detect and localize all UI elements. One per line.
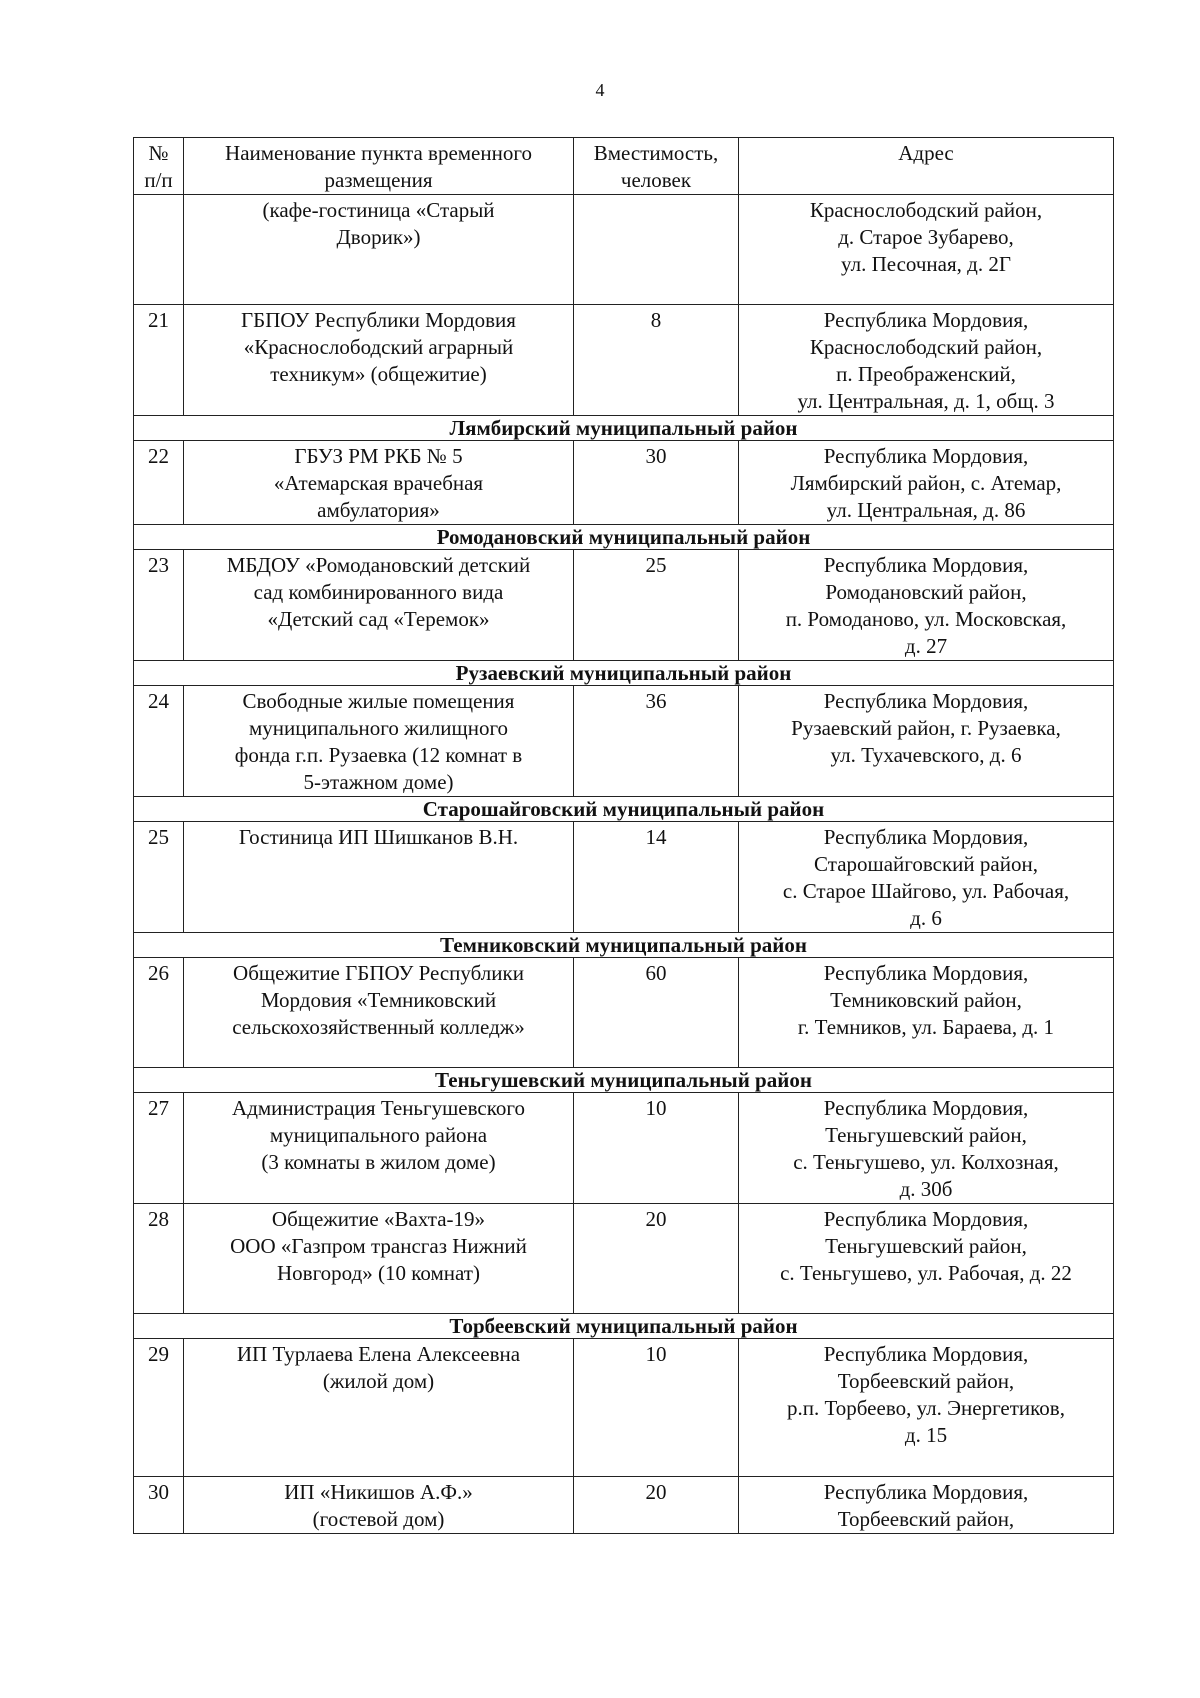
section-header-row bbox=[134, 416, 1114, 441]
row-number: 27 bbox=[134, 1093, 184, 1204]
facility-name: ИП «Никишов А.Ф.» (гостевой дом) bbox=[184, 1477, 574, 1534]
page-number: 4 bbox=[595, 80, 605, 100]
table-body bbox=[134, 195, 1114, 1534]
facility-name: Общежитие «Вахта-19» ООО «Газпром трансгаз Нижний Новгород» (10 комнат) bbox=[184, 1204, 574, 1314]
table-row bbox=[134, 305, 1114, 416]
section-header-row bbox=[134, 1068, 1114, 1093]
header-address: Адрес bbox=[739, 138, 1114, 195]
row-number: 24 bbox=[134, 686, 184, 797]
capacity-value bbox=[574, 195, 739, 305]
facility-name: Администрация Теньгушевского муниципального района (3 комнаты в жилом доме) bbox=[184, 1093, 574, 1204]
table-row bbox=[134, 195, 1114, 305]
capacity-value: 36 bbox=[574, 686, 739, 797]
row-number: 23 bbox=[134, 550, 184, 661]
section-header-row bbox=[134, 933, 1114, 958]
capacity-value: 25 bbox=[574, 550, 739, 661]
table-header-row bbox=[134, 138, 1114, 195]
address-text: Республика Мордовия, Теньгушевский район, с. Теньгушево, ул. Рабочая, д. 22 bbox=[739, 1204, 1114, 1314]
facility-name: (кафе-гостиница «Старый Дворик») bbox=[184, 195, 574, 305]
capacity-value: 14 bbox=[574, 822, 739, 933]
capacity-value: 10 bbox=[574, 1339, 739, 1477]
section-title: Теньгушевский муниципальный район bbox=[134, 1068, 1114, 1093]
row-number: 26 bbox=[134, 958, 184, 1068]
address-text: Республика Мордовия, Торбеевский район, bbox=[739, 1477, 1114, 1534]
address-text: Республика Мордовия, Старошайговский район, с. Старое Шайгово, ул. Рабочая, д. 6 bbox=[739, 822, 1114, 933]
table-row bbox=[134, 822, 1114, 933]
table-row bbox=[134, 550, 1114, 661]
capacity-value: 20 bbox=[574, 1204, 739, 1314]
capacity-value: 10 bbox=[574, 1093, 739, 1204]
section-header-row bbox=[134, 661, 1114, 686]
row-number: 30 bbox=[134, 1477, 184, 1534]
row-number: 28 bbox=[134, 1204, 184, 1314]
table-row bbox=[134, 1477, 1114, 1534]
section-title: Ромодановский муниципальный район bbox=[134, 525, 1114, 550]
section-title: Торбеевский муниципальный район bbox=[134, 1314, 1114, 1339]
table-row bbox=[134, 441, 1114, 525]
row-number: 29 bbox=[134, 1339, 184, 1477]
address-text: Республика Мордовия, Темниковский район, г. Темников, ул. Бараева, д. 1 bbox=[739, 958, 1114, 1068]
capacity-value: 60 bbox=[574, 958, 739, 1068]
row-number bbox=[134, 195, 184, 305]
capacity-value: 20 bbox=[574, 1477, 739, 1534]
facility-name: ГБПОУ Республики Мордовия «Краснослободский аграрный техникум» (общежитие) bbox=[184, 305, 574, 416]
section-header-row bbox=[134, 525, 1114, 550]
header-name: Наименование пункта временного размещения bbox=[184, 138, 574, 195]
table-row bbox=[134, 1204, 1114, 1314]
header-capacity: Вместимость, человек bbox=[574, 138, 739, 195]
row-number: 25 bbox=[134, 822, 184, 933]
address-text: Республика Мордовия, Лямбирский район, с. Атемар, ул. Центральная, д. 86 bbox=[739, 441, 1114, 525]
facility-name: ГБУЗ РМ РКБ № 5 «Атемарская врачебная амбулатория» bbox=[184, 441, 574, 525]
section-title: Рузаевский муниципальный район bbox=[134, 661, 1114, 686]
section-title: Старошайговский муниципальный район bbox=[134, 797, 1114, 822]
facility-name: Гостиница ИП Шишканов В.Н. bbox=[184, 822, 574, 933]
address-text: Республика Мордовия, Краснослободский район, п. Преображенский, ул. Центральная, д. 1, общ. 3 bbox=[739, 305, 1114, 416]
section-title: Темниковский муниципальный район bbox=[134, 933, 1114, 958]
header-num: № п/п bbox=[134, 138, 184, 195]
facility-name: ИП Турлаева Елена Алексеевна (жилой дом) bbox=[184, 1339, 574, 1477]
table-row bbox=[134, 958, 1114, 1068]
section-title: Лямбирский муниципальный район bbox=[134, 416, 1114, 441]
table-row bbox=[134, 686, 1114, 797]
row-number: 22 bbox=[134, 441, 184, 525]
shelters-table bbox=[133, 137, 1114, 1534]
address-text: Республика Мордовия, Теньгушевский район, с. Теньгушево, ул. Колхозная, д. 30б bbox=[739, 1093, 1114, 1204]
section-header-row bbox=[134, 1314, 1114, 1339]
address-text: Республика Мордовия, Торбеевский район, р.п. Торбеево, ул. Энергетиков, д. 15 bbox=[739, 1339, 1114, 1477]
capacity-value: 30 bbox=[574, 441, 739, 525]
capacity-value: 8 bbox=[574, 305, 739, 416]
table-row bbox=[134, 1339, 1114, 1477]
facility-name: Общежитие ГБПОУ Республики Мордовия «Темниковский сельскохозяйственный колледж» bbox=[184, 958, 574, 1068]
section-header-row bbox=[134, 797, 1114, 822]
facility-name: МБДОУ «Ромодановский детский сад комбинированного вида «Детский сад «Теремок» bbox=[184, 550, 574, 661]
address-text: Республика Мордовия, Рузаевский район, г. Рузаевка, ул. Тухачевского, д. 6 bbox=[739, 686, 1114, 797]
facility-name: Свободные жилые помещения муниципального жилищного фонда г.п. Рузаевка (12 комнат в 5-этажном доме) bbox=[184, 686, 574, 797]
row-number: 21 bbox=[134, 305, 184, 416]
address-text: Краснослободский район, д. Старое Зубарево, ул. Песочная, д. 2Г bbox=[739, 195, 1114, 305]
address-text: Республика Мордовия, Ромодановский район, п. Ромоданово, ул. Московская, д. 27 bbox=[739, 550, 1114, 661]
table-row bbox=[134, 1093, 1114, 1204]
